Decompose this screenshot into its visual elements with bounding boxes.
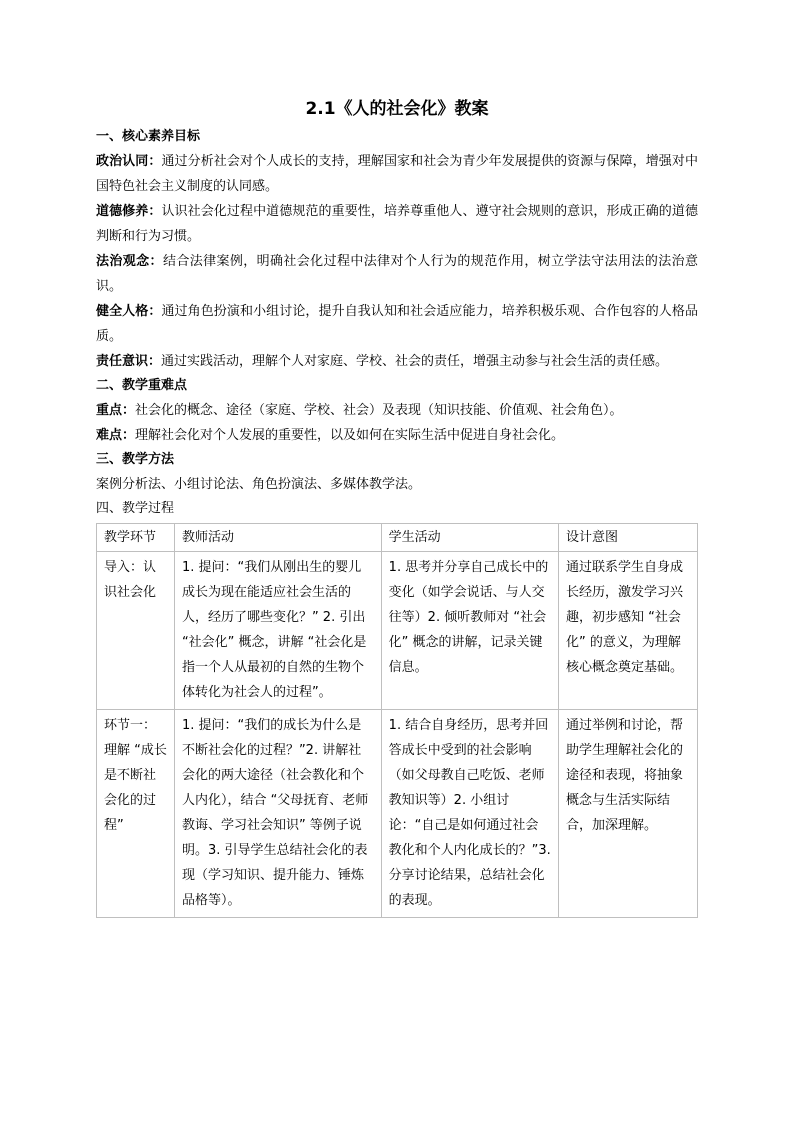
goal-text: 通过角色扮演和小组讨论，提升自我认知和社会适应能力，培养积极乐观、合作包容的人格品质。 xyxy=(96,304,698,344)
table-cell: 通过联系学生自身成长经历，激发学习兴趣，初步感知 “社会化” 的意义，为理解核心概念奠定基础。 xyxy=(559,552,698,710)
table-row xyxy=(97,552,698,710)
goal-law xyxy=(96,249,698,299)
goal-political xyxy=(96,149,698,199)
difficult-point xyxy=(96,423,698,448)
goal-responsibility xyxy=(96,349,698,374)
table-cell: 通过举例和讨论，帮助学生理解社会化的途径和表现，将抽象概念与生活实际结合，加深理解。 xyxy=(559,710,698,918)
goal-text: 结合法律案例，明确社会化过程中法律对个人行为的规范作用，树立学法守法用法的法治意识。 xyxy=(96,254,698,294)
goal-text: 通过实践活动，理解个人对家庭、学校、社会的责任，增强主动参与社会生活的责任感。 xyxy=(161,354,669,369)
document-title: 2.1《人的社会化》教案 xyxy=(305,99,489,119)
goal-personality xyxy=(96,299,698,349)
table-cell: 1. 结合自身经历，思考并回答成长中受到的社会影响（如父母教自己吃饭、老师教知识等）2. 小组讨论：“自己是如何通过社会教化和个人内化成长的？”3. 分享讨论结果，总结社会化的表现。 xyxy=(381,710,558,918)
table-header-cell: 设计意图 xyxy=(559,524,698,552)
methods-text: 案例分析法、小组讨论法、角色扮演法、多媒体教学法。 xyxy=(96,477,422,492)
process-table xyxy=(96,523,698,918)
table-cell: 环节一：理解 “成长是不断社会化的过程” xyxy=(97,710,175,918)
section-heading-process: 四、教学过程 xyxy=(96,501,175,516)
goal-label: 责任意识： xyxy=(96,354,162,369)
document-page xyxy=(96,96,698,918)
table-header-cell: 学生活动 xyxy=(381,524,558,552)
table-header-cell: 教师活动 xyxy=(174,524,381,552)
goal-label: 道德修养： xyxy=(96,204,162,219)
table-row xyxy=(97,710,698,918)
table-cell: 1. 提问：“我们从刚出生的婴儿成长为现在能适应社会生活的人，经历了哪些变化？” 2. 引出 “社会化” 概念，讲解 “社会化是指一个人从最初的自然的生物个体转化为社会人的过程”。 xyxy=(174,552,381,710)
key-text: 社会化的概念、途径（家庭、学校、社会）及表现（知识技能、价值观、社会角色）。 xyxy=(135,403,623,418)
goal-moral xyxy=(96,199,698,249)
goal-label: 法治观念： xyxy=(96,254,163,269)
difficult-label: 难点： xyxy=(96,428,136,443)
goal-text: 通过分析社会对个人成长的支持，理解国家和社会为青少年发展提供的资源与保障，增强对中国特色社会主义制度的认同感。 xyxy=(96,154,698,194)
table-cell: 1. 思考并分享自己成长中的变化（如学会说话、与人交往等）2. 倾听教师对 “社会化” 概念的讲解，记录关键信息。 xyxy=(381,552,558,710)
section-heading-keypoints: 二、教学重难点 xyxy=(96,378,188,393)
table-cell: 导入：认识社会化 xyxy=(97,552,175,710)
table-cell: 1. 提问：“我们的成长为什么是不断社会化的过程？”2. 讲解社会化的两大途径（社会教化和个人内化），结合 “父母抚育、老师教诲、学习社会知识” 等例子说明。3. 引导学生总结社会化的表现（学习知识、提升能力、锤炼品格等）。 xyxy=(174,710,381,918)
section-heading-goals: 一、核心素养目标 xyxy=(96,129,201,144)
goal-label: 健全人格： xyxy=(96,304,162,319)
section-heading-methods: 三、教学方法 xyxy=(96,452,175,467)
table-header-cell: 教学环节 xyxy=(97,524,175,552)
difficult-text: 理解社会化对个人发展的重要性，以及如何在实际生活中促进自身社会化。 xyxy=(135,428,565,443)
key-label: 重点： xyxy=(96,403,136,418)
key-point xyxy=(96,398,698,423)
goal-label: 政治认同： xyxy=(96,154,162,169)
goal-text: 认识社会化过程中道德规范的重要性，培养尊重他人、遵守社会规则的意识，形成正确的道德判断和行为习惯。 xyxy=(96,204,698,244)
table-header-row xyxy=(97,524,698,552)
